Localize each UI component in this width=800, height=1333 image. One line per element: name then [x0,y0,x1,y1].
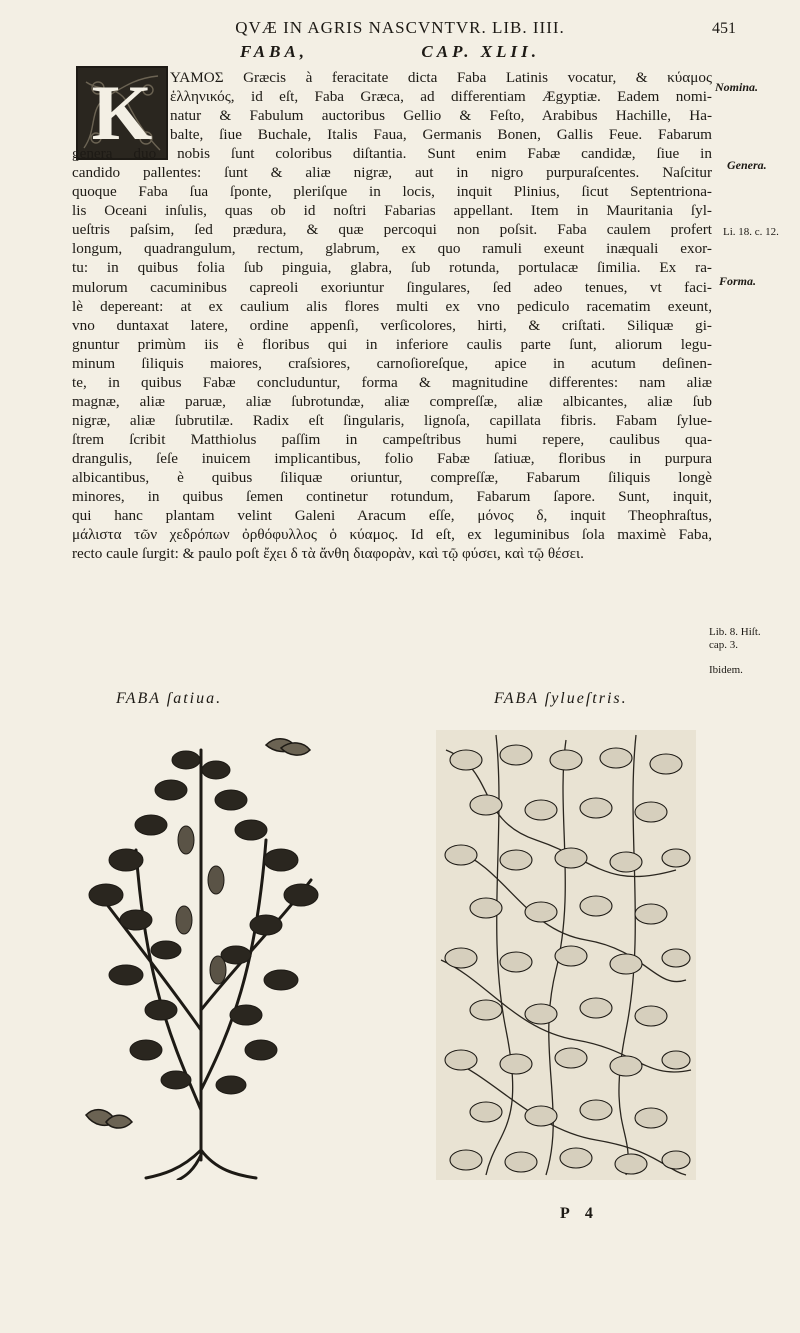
text-line: minum ſiliquis maiores, craſsiores, carnoſioreſque, apice in acutum deſinen- [72,354,712,372]
text-line: longum, quadrangulum, rectum, glabrum, ex quo ramuli exeunt inæquali exor- [72,240,712,258]
chapter-title: FABA, [240,42,309,61]
text-line: nigræ, aliæ ſubrutilæ. Radix eſt ſingularis, lignoſa, capillata fibris. Fabam ſylue- [72,411,712,429]
initial-letter: K [91,69,153,156]
page-number: 451 [712,20,736,37]
caption-faba-sativa: FABA ſatiua. [116,690,223,707]
chapter-heading [240,42,540,62]
text-line: mulorum cacuminibus capreoli exoriuntur ſingulares, ſed adeo tenues, vt faci- [72,278,712,296]
margin-note-genera: Genera. [727,158,767,172]
running-head: QVÆ IN AGRIS NASCVNTVR. LIB. IIII. [235,18,565,37]
faba-sativa-woodcut-icon [66,730,336,1180]
text-line: YAMOΣ Græcis à feracitate dicta Faba Latinis vocatur, & κύαμος [170,69,712,86]
text-line: vno duntaxat latere, ordine appenſi, verſicolores, hirti, & criſtati. Siliquæ gi- [72,316,712,334]
text-line: lis Oceani inſulis, quas ob id noſtri Fabarias appellant. Item in Mauritania ſyl- [72,202,712,220]
text-line: lè depereant: at ex caulium alis flores multi ex vno pediculo racematim exeunt, [72,297,712,315]
text-line: candido pallentes: ſunt & aliæ nigræ, aut in nigro purpuraſcentes. Naſcitur [72,164,712,182]
margin-note-ibidem: Ibidem. [709,664,743,676]
text-line: albicantibus, è quibus ſiliquæ oriuntur, compreſſæ, Fabarum ſiliquis longè [72,468,712,486]
caption-faba-sylvestris: FABA ſylueſtris. [494,690,628,707]
margin-note-forma: Forma. [719,274,757,288]
text-line: minores, in quibus ſemen continetur rotundum, Fabarum ſapore. Sunt, inquit, [72,488,712,506]
text-line: ſtrem ſcribit Matthiolus paſſim in campeſtribus humi repere, caulibus qua- [72,430,712,448]
text-line: natur & Fabulum auctoribus Gellio & Feſto, Arabibus Hachille, Ha- [170,107,712,125]
text-line: ἑλληνικός, id eſt, Faba Græca, ad differentiam Ægyptiæ. Eadem nomi- [170,88,712,106]
text-line: genera duo nobis ſunt coloribus diſtantia. Sunt enim Fabæ candidæ, ſiue in [72,145,712,163]
text-line: balte, ſiue Buchale, Italis Faua, Germanis Bonen, Gallis Feue. Fabarum [170,126,712,144]
text-line: gnuntur primùm iis è floribus qui in inferiore caulis parte ſunt, aliorum legu- [72,335,712,353]
chapter-number: CAP. XLII. [421,42,540,61]
text-line: μάλιστα τῶν χεδρόπων ὀρθόφυλλος ὁ κύαμος. Id eſt, ex leguminibus ſola maximè Faba, [72,526,712,544]
text-line: drangulis, ſeſe inuicem implicantibus, folio Fabæ ſatiuæ, floribus in purpura [72,449,712,467]
printer-signature: P 4 [560,1205,599,1222]
text-line: quoque Faba ſua ſponte, pleriſque in locis, inquit Plinius, ſicut Septentriona- [72,183,712,201]
text-line: magnæ, aliæ paruæ, aliæ ſubrotundæ, aliæ compreſſæ, aliæ albicantes, aliæ ſub [72,392,712,410]
body-text [72,68,712,563]
text-line: te, in quibus Fabæ concluduntur, forma & magnitudine differentes: nam aliæ [72,373,712,391]
margin-note-theophrastus-ref: Lib. 8. Hiſt. cap. 3. [709,626,761,651]
text-line: ueſtris paſsim, ſed prædura, & quæ percoqui non poſsit. Faba caulem profert [72,221,712,239]
text-line: tu: in quibus folia ſub pinguia, glabra, ſub rotunda, portulacæ ſimilia. Ex ra- [72,259,712,277]
margin-note-nomina: Nomina. [715,80,759,94]
margin-note-pliny-ref: Li. 18. c. 12. [723,226,779,238]
text-line: qui hanc plantam velint Galeni Aracum eſſe, μόνος δ, inquit Theophraſtus, [72,507,712,525]
faba-sylvestris-woodcut-icon [436,730,696,1180]
text-line: recto caule ſurgit: & paulo poſt ἔχει δ τὰ ἄνθη διαφορὰν, καὶ τῷ φύσει, καὶ τῷ θέσει. [72,545,584,563]
